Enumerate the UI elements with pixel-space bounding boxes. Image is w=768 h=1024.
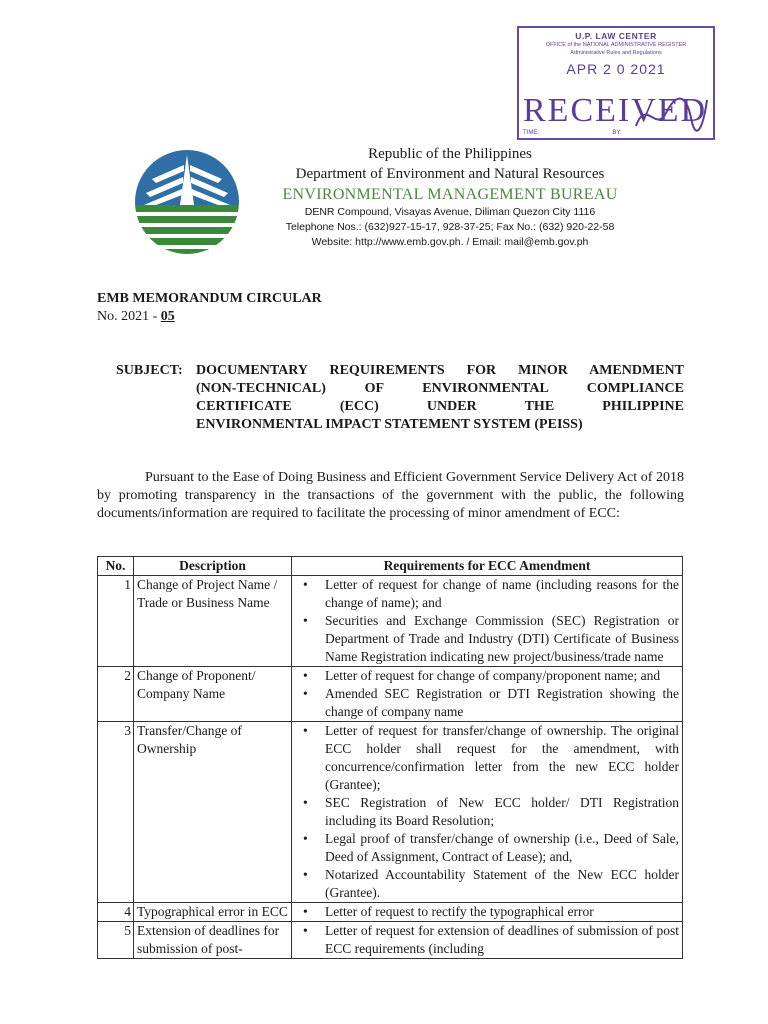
memo-title: EMB MEMORANDUM CIRCULAR: [97, 291, 322, 306]
intro-paragraph: [97, 469, 684, 523]
row-requirements: [292, 722, 683, 903]
stamp-received: RECEIVED: [523, 92, 708, 129]
stamp-footer: [523, 130, 711, 136]
stamp-sub: Administrative Rules and Regulations: [570, 50, 662, 56]
requirement-item: • Letter of request to rectify the typographical error: [295, 903, 679, 921]
requirement-item: • Amended SEC Registration or DTI Registration showing the change of company name: [295, 685, 679, 721]
row-number: 2: [98, 667, 134, 722]
table-row: [98, 922, 683, 959]
subject-line-2: (NON-TECHNICAL) OF ENVIRONMENTAL COMPLIANCE: [196, 381, 684, 396]
row-requirements: [292, 667, 683, 722]
subject-line-1: DOCUMENTARY REQUIREMENTS FOR MINOR AMENDMENT: [196, 363, 684, 378]
department-line: Department of Environment and Natural Resources: [295, 166, 605, 182]
row-description: Transfer/Change of Ownership: [134, 722, 292, 903]
subject-line-4: ENVIRONMENTAL IMPACT STATEMENT SYSTEM (PEISS): [196, 417, 583, 432]
table-row: [98, 667, 683, 722]
bureau-line: ENVIRONMENTAL MANAGEMENT BUREAU: [282, 186, 618, 203]
header-description: Description: [134, 557, 292, 576]
row-number: 4: [98, 903, 134, 922]
phone-line: Telephone Nos.: (632)927-15-17, 928-37-25; Fax No.: (632) 920-22-58: [285, 221, 615, 233]
row-number: 3: [98, 722, 134, 903]
memo-number-prefix: No. 2021 -: [97, 309, 161, 324]
row-description: Change of Project Name / Trade or Business Name: [134, 576, 292, 667]
row-requirements: [292, 576, 683, 667]
row-requirements: [292, 903, 683, 922]
memo-header: [97, 290, 322, 326]
row-description: Typographical error in ECC: [134, 903, 292, 922]
web-line: Website: http://www.emb.gov.ph. / Email: mail@emb.gov.ph: [311, 236, 589, 248]
row-description: Extension of deadlines for submission of post-: [134, 922, 292, 959]
subject-text: [196, 362, 684, 434]
republic-line: Republic of the Philippines: [368, 146, 532, 162]
requirement-item: • Letter of request for change of company/proponent name; and: [295, 667, 679, 685]
stamp-date: APR 2 0 2021: [566, 61, 666, 77]
letterhead: [270, 144, 630, 250]
stamp-title: U.P. LAW CENTER: [575, 31, 657, 41]
memo-number: 05: [160, 309, 175, 324]
stamp-time-label: TIME:: [523, 130, 539, 136]
memo-number-line: [97, 308, 322, 326]
table-row: [98, 722, 683, 903]
table-header-row: [98, 557, 683, 576]
header-requirements: Requirements for ECC Amendment: [292, 557, 683, 576]
row-number: 5: [98, 922, 134, 959]
row-description: Change of Proponent/ Company Name: [134, 667, 292, 722]
row-requirements: [292, 922, 683, 959]
header-no: No.: [98, 557, 134, 576]
row-number: 1: [98, 576, 134, 667]
requirements-table: [97, 556, 683, 959]
requirement-item: • Letter of request for transfer/change of ownership. The original ECC holder shall request for the amendment, with concurrence/confirmation letter from the new ECC holder (Grantee);: [295, 722, 679, 794]
stamp-office: OFFICE of the NATIONAL ADMINISTRATIVE REGISTER: [545, 42, 687, 48]
stamp-by-label: BY:: [612, 130, 622, 136]
requirement-item: • Letter of request for extension of deadlines of submission of post ECC requirements (including: [295, 922, 679, 958]
table-row: [98, 903, 683, 922]
address-line: DENR Compound, Visayas Avenue, Diliman Quezon City 1116: [304, 206, 596, 218]
requirement-item: • Securities and Exchange Commission (SEC) Registration or Department of Trade and Industry (DTI) Certificate of Business Name Registration indicating new project/business/trade name: [295, 612, 679, 666]
requirement-item: • Notarized Accountability Statement of the New ECC holder (Grantee).: [295, 866, 679, 902]
emb-logo-icon: [134, 149, 240, 255]
subject-line-3: CERTIFICATE (ECC) UNDER THE PHILIPPINE: [196, 399, 684, 414]
received-stamp: [517, 26, 715, 140]
subject-label: SUBJECT:: [116, 363, 183, 378]
requirement-item: • SEC Registration of New ECC holder/ DTI Registration including its Board Resolution;: [295, 794, 679, 830]
paragraph-text: Pursuant to the Ease of Doing Business and Efficient Government Service Delivery Act of 2018 by promoting transparency in the transactions of the government with the public, the following documents/information are required to facilitate the processing of minor amendment of ECC:: [97, 470, 684, 521]
requirement-item: • Legal proof of transfer/change of ownership (i.e., Deed of Sale, Deed of Assignment, Contract of Lease); and,: [295, 830, 679, 866]
requirement-item: • Letter of request for change of name (including reasons for the change of name); and: [295, 576, 679, 612]
subject-block: [116, 362, 684, 434]
table-row: [98, 576, 683, 667]
